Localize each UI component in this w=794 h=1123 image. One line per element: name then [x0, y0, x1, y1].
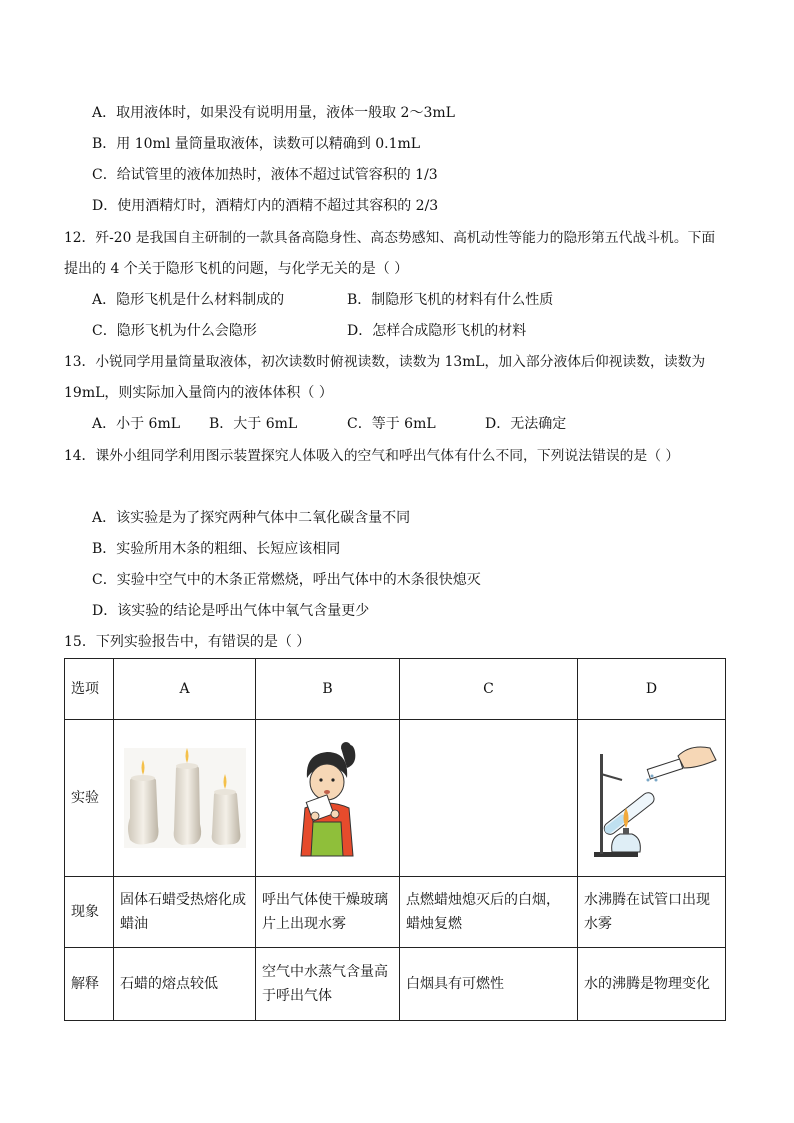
cell-b-explanation: 空气中水蒸气含量高于呼出气体 [256, 948, 400, 1021]
header-d: D [578, 659, 726, 720]
header-option: 选项 [65, 659, 114, 720]
q14-option-d: D．该实验的结论是呼出气体中氧气含量更少 [92, 603, 370, 619]
girl-breathing-on-glass-image [283, 738, 373, 858]
q13-stem-line1: 13．小锐同学用量筒量取液体，初次读数时俯视读数，读数为 13mL，加入部分液体后仰视读数，读数为 [64, 354, 706, 370]
q11-option-d: D．使用酒精灯时，酒精灯内的酒精不超过其容积的 2/3 [92, 198, 439, 214]
cell-c-explanation: 白烟具有可燃性 [400, 948, 578, 1021]
boiling-water-test-tube-apparatus-image [586, 734, 718, 862]
table-row-explanation [65, 948, 726, 1021]
q12-option-b: B．制隐形飞机的材料有什么性质 [347, 292, 554, 308]
row-label-explanation: 解释 [65, 948, 114, 1021]
q12-stem-line1: 12．歼-20 是我国自主研制的一款具备高隐身性、高态势感知、高机动性等能力的隐形第五代战斗机。下面 [64, 230, 716, 246]
cell-d-image [578, 720, 726, 877]
cell-b-phenomenon: 呼出气体使干燥玻璃片上出现水雾 [256, 877, 400, 948]
q12-options-row2 [92, 322, 526, 340]
q13-option-b: B．大于 6mL [209, 416, 298, 432]
q13-stem-line2: 19mL，则实际加入量筒内的液体体积（ ） [64, 385, 333, 401]
q13-option-d: D．无法确定 [485, 416, 567, 432]
q14-option-b: B．实验所用木条的粗细、长短应该相同 [92, 541, 341, 557]
cell-d-phenomenon: 水沸腾在试管口出现水雾 [578, 877, 726, 948]
q12-options-row1 [92, 291, 553, 309]
header-b: B [256, 659, 400, 720]
q12-option-d: D．怎样合成隐形飞机的材料 [347, 323, 527, 339]
cell-d-explanation: 水的沸腾是物理变化 [578, 948, 726, 1021]
cell-c-image-empty [400, 720, 578, 877]
q14-stem: 14．课外小组同学利用图示装置探究人体吸入的空气和呼出气体有什么不同，下列说法错误的是（ ） [64, 448, 680, 464]
row-label-experiment: 实验 [65, 720, 114, 877]
q11-option-c: C．给试管里的液体加热时，液体不超过试管容积的 1/3 [92, 167, 438, 183]
q13-option-a: A．小于 6mL [92, 416, 181, 432]
q12-option-c: C．隐形飞机为什么会隐形 [92, 323, 257, 339]
header-c: C [400, 659, 578, 720]
cell-a-image [114, 720, 256, 877]
candles-image [124, 748, 246, 848]
header-a: A [114, 659, 256, 720]
cell-b-image [256, 720, 400, 877]
row-label-phenomenon: 现象 [65, 877, 114, 948]
q13-options [92, 415, 566, 433]
table-row-phenomenon [65, 877, 726, 948]
q11-option-b: B．用 10ml 量筒量取液体，读数可以精确到 0.1mL [92, 136, 421, 152]
table-row-experiment [65, 720, 726, 877]
q14-option-a: A．该实验是为了探究两种气体中二氧化碳含量不同 [92, 510, 411, 526]
q13-option-c: C．等于 6mL [347, 416, 436, 432]
q15-stem: 15．下列实验报告中，有错误的是（ ） [64, 634, 311, 650]
q12-option-a: A．隐形飞机是什么材料制成的 [92, 292, 285, 308]
cell-a-explanation: 石蜡的熔点较低 [114, 948, 256, 1021]
table-header-row [65, 659, 726, 720]
cell-a-phenomenon: 固体石蜡受热熔化成蜡油 [114, 877, 256, 948]
cell-c-phenomenon: 点燃蜡烛熄灭后的白烟，蜡烛复燃 [400, 877, 578, 948]
q11-option-a: A．取用液体时，如果没有说明用量，液体一般取 2～3mL [92, 105, 455, 121]
q14-option-c: C．实验中空气中的木条正常燃烧，呼出气体中的木条很快熄灭 [92, 572, 481, 588]
experiment-report-table [64, 658, 726, 1021]
q12-stem-line2: 提出的 4 个关于隐形飞机的问题，与化学无关的是（ ） [64, 261, 409, 277]
